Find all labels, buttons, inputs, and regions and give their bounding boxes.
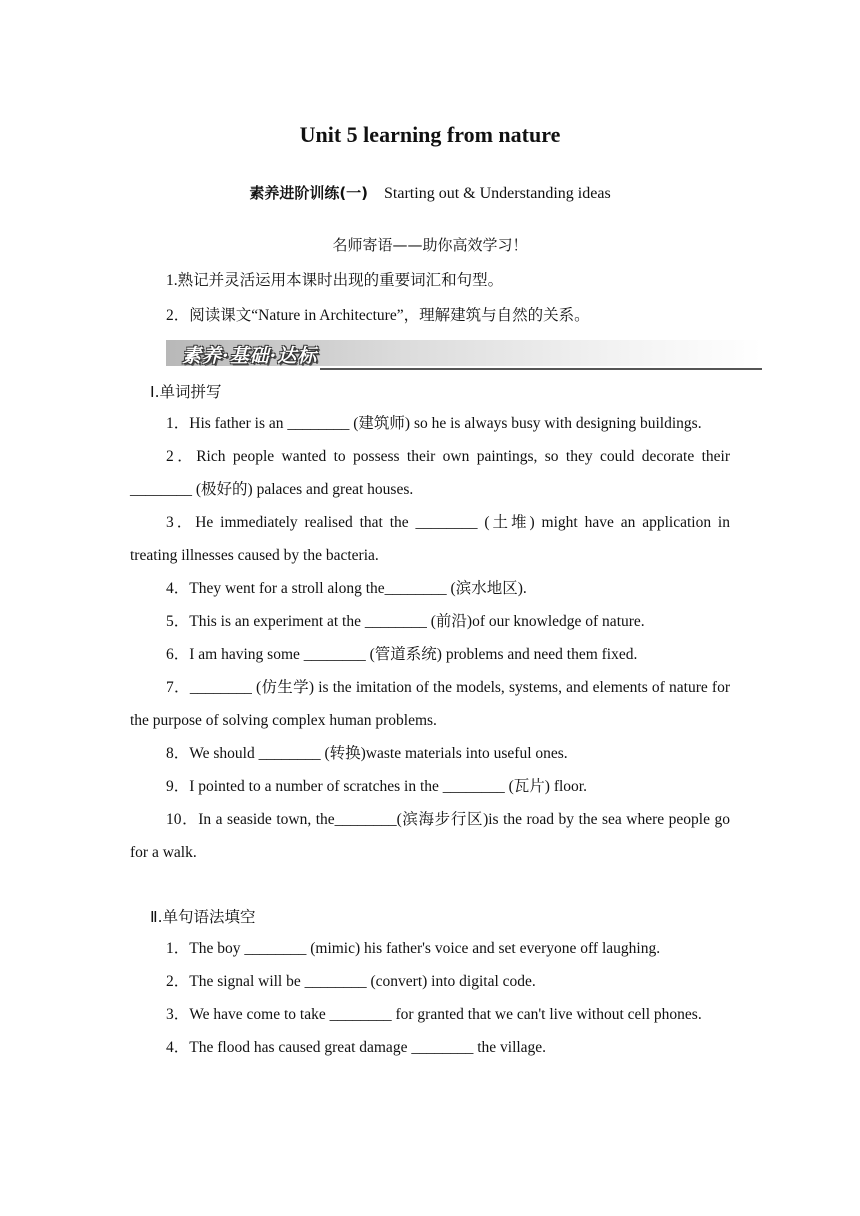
section-banner [130,338,762,374]
banner-rule [320,368,762,370]
lesson-subtitle [0,182,860,203]
list-item: 10．In a seaside town, the________(滨海步行区)is the road by the sea where people go for a walk. [130,811,730,861]
list-item: 5．This is an experiment at the ________ (前沿)of our knowledge of nature. [166,613,645,630]
list-item: 4．They went for a stroll along the________ (滨水地区). [166,580,527,597]
list-item: 7．________ (仿生学) is the imitation of the models, systems, and elements of nature for the purpose of solving complex human problems. [130,679,730,729]
list-item: 2．Rich people wanted to possess their own paintings, so they could decorate their ________ (极好的) palaces and great houses. [130,448,730,498]
banner-label: 素养·基础·达标 [182,345,318,367]
list-item: 1．His father is an ________ (建筑师) so he is always busy with designing buildings. [166,415,702,432]
list-item: 2．The signal will be ________ (convert) into digital code. [166,973,536,990]
section-heading-grammar: Ⅱ.单句语法填空 [150,908,256,926]
list-item: 1．The boy ________ (mimic) his father's voice and set everyone off laughing. [166,940,661,957]
subtitle-en: Starting out & Understanding ideas [384,185,611,202]
grammar-list [130,932,730,1064]
list-item: 9．I pointed to a number of scratches in the ________ (瓦片) floor. [166,778,587,795]
teacher-motto: 名师寄语——助你高效学习！ [332,236,528,254]
list-item: 8．We should ________ (转换)waste materials into useful ones. [166,745,568,762]
subtitle-cn: 素养进阶训练(一) [249,184,369,202]
list-item: 6．I am having some ________ (管道系统) problems and need them fixed. [166,646,638,663]
spelling-list [130,407,730,869]
section-heading-spelling: Ⅰ.单词拼写 [150,383,222,401]
list-item: 3．We have come to take ________ for granted that we can't live without cell phones. [166,1006,702,1023]
page-title: Unit 5 learning from nature [299,122,561,147]
goal-2: 2．阅读课文“Nature in Architecture”，理解建筑与自然的关系。 [166,307,590,324]
list-item: 3．He immediately realised that the ________ (土堆) might have an application in treating illnesses caused by the bacteria. [130,514,730,564]
goal-1: 1.熟记并灵活运用本课时出现的重要词汇和句型。 [166,272,504,289]
list-item: 4．The flood has caused great damage ________ the village. [166,1039,547,1056]
